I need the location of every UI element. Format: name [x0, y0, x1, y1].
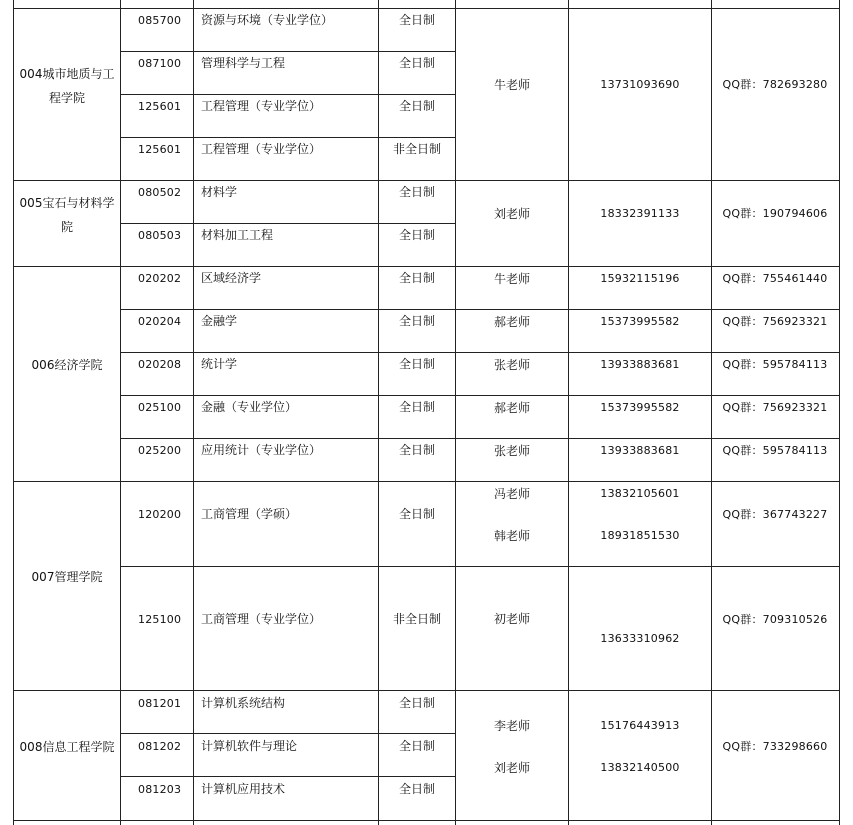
- study-mode: 全日制: [398, 400, 436, 414]
- column-divider: [120, 0, 121, 825]
- program-code: 125601: [138, 100, 182, 113]
- row-divider: [120, 309, 840, 310]
- contact-teacher: 郝老师: [493, 401, 531, 415]
- program-name: 计算机系统结构: [201, 696, 286, 710]
- college-name: 004城市地质与工程学院: [19, 67, 115, 105]
- row-divider: [120, 352, 840, 353]
- program-code: 020202: [138, 272, 182, 285]
- program-name: 应用统计（专业学位）: [201, 443, 322, 457]
- qq-group: QQ群：782693280: [722, 78, 828, 91]
- contact-teacher: 牛老师: [493, 272, 531, 286]
- program-code: 080503: [138, 229, 182, 242]
- program-name: 金融（专业学位）: [201, 400, 298, 414]
- row-divider: [13, 690, 840, 691]
- contact-teacher: 初老师: [493, 612, 531, 626]
- study-mode: 全日制: [398, 314, 436, 328]
- study-mode: 全日制: [398, 507, 436, 521]
- contact-phone: 13933883681: [600, 358, 680, 371]
- qq-group: QQ群：190794606: [722, 207, 828, 220]
- column-divider: [711, 0, 712, 825]
- qq-group: QQ群：595784113: [722, 358, 828, 371]
- table-border-right: [839, 0, 840, 825]
- column-divider: [568, 0, 569, 825]
- contact-teacher: 牛老师: [493, 78, 531, 92]
- study-mode: 全日制: [398, 357, 436, 371]
- program-code: 025200: [138, 444, 182, 457]
- row-divider: [120, 51, 456, 52]
- contact-phone: 18332391133: [600, 207, 680, 220]
- contact-teacher: 韩老师: [493, 529, 531, 543]
- contact-phone: 18931851530: [600, 529, 680, 542]
- college-name: 008信息工程学院: [19, 740, 115, 754]
- row-divider: [120, 395, 840, 396]
- contact-phone: 13731093690: [600, 78, 680, 91]
- row-divider: [120, 566, 840, 567]
- contact-teacher: 李老师: [493, 719, 531, 733]
- row-divider: [120, 137, 456, 138]
- study-mode: 全日制: [398, 443, 436, 457]
- row-divider: [13, 820, 840, 821]
- study-mode: 全日制: [398, 228, 436, 242]
- contact-phone: 13832105601: [600, 487, 680, 500]
- row-divider: [120, 438, 840, 439]
- study-mode: 全日制: [398, 185, 436, 199]
- contact-phone: 13933883681: [600, 444, 680, 457]
- program-code: 081202: [138, 740, 182, 753]
- program-name: 金融学: [201, 314, 238, 328]
- program-code: 020208: [138, 358, 182, 371]
- study-mode: 非全日制: [392, 612, 442, 626]
- college-name: 007管理学院: [31, 570, 103, 584]
- program-code: 087100: [138, 57, 182, 70]
- row-divider: [13, 266, 840, 267]
- program-code: 120200: [138, 508, 182, 521]
- contact-teacher: 冯老师: [493, 487, 531, 501]
- contact-teacher: 郝老师: [493, 315, 531, 329]
- contact-teacher: 刘老师: [493, 207, 531, 221]
- column-divider: [455, 0, 456, 825]
- program-name: 工程管理（专业学位）: [201, 142, 322, 156]
- program-name: 区域经济学: [201, 271, 262, 285]
- row-divider: [13, 481, 840, 482]
- program-name: 工程管理（专业学位）: [201, 99, 322, 113]
- program-name: 工商管理（学硕）: [201, 507, 298, 521]
- table-border-left: [13, 0, 14, 825]
- qq-group: QQ群：733298660: [722, 740, 828, 753]
- study-mode: 全日制: [398, 56, 436, 70]
- study-mode: 非全日制: [392, 142, 442, 156]
- contact-teacher: 张老师: [493, 358, 531, 372]
- row-divider: [120, 776, 456, 777]
- contact-phone: 15373995582: [600, 315, 680, 328]
- program-code: 085700: [138, 14, 182, 27]
- column-divider: [378, 0, 379, 825]
- program-name: 资源与环境（专业学位）: [201, 13, 334, 27]
- college-name: 005宝石与材料学院: [19, 196, 115, 234]
- qq-group: QQ群：709310526: [722, 613, 828, 626]
- row-divider: [120, 223, 456, 224]
- program-code: 125601: [138, 143, 182, 156]
- program-code: 025100: [138, 401, 182, 414]
- qq-group: QQ群：367743227: [722, 508, 828, 521]
- program-code: 081201: [138, 697, 182, 710]
- row-divider: [13, 180, 840, 181]
- program-name: 统计学: [201, 357, 238, 371]
- study-mode: 全日制: [398, 13, 436, 27]
- column-divider: [193, 0, 194, 825]
- study-mode: 全日制: [398, 782, 436, 796]
- contact-phone: 13832140500: [600, 761, 680, 774]
- study-mode: 全日制: [398, 696, 436, 710]
- study-mode: 全日制: [398, 271, 436, 285]
- qq-group: QQ群：755461440: [722, 272, 828, 285]
- program-name: 计算机软件与理论: [201, 739, 298, 753]
- qq-group: QQ群：756923321: [722, 315, 828, 328]
- contact-phone: 13633310962: [600, 632, 680, 645]
- row-divider: [120, 733, 456, 734]
- program-code: 081203: [138, 783, 182, 796]
- contact-teacher: 张老师: [493, 444, 531, 458]
- study-mode: 全日制: [398, 739, 436, 753]
- row-divider: [13, 8, 840, 9]
- qq-group: QQ群：595784113: [722, 444, 828, 457]
- program-name: 管理科学与工程: [201, 56, 286, 70]
- program-name: 材料学: [201, 185, 238, 199]
- contact-phone: 15932115196: [600, 272, 680, 285]
- program-code: 020204: [138, 315, 182, 328]
- program-name: 工商管理（专业学位）: [201, 612, 322, 626]
- study-mode: 全日制: [398, 99, 436, 113]
- college-name: 006经济学院: [31, 358, 103, 372]
- contact-phone: 15176443913: [600, 719, 680, 732]
- program-name: 计算机应用技术: [201, 782, 286, 796]
- program-code: 080502: [138, 186, 182, 199]
- program-name: 材料加工工程: [201, 228, 274, 242]
- row-divider: [120, 94, 456, 95]
- contact-teacher: 刘老师: [493, 761, 531, 775]
- program-code: 125100: [138, 613, 182, 626]
- qq-group: QQ群：756923321: [722, 401, 828, 414]
- contact-phone: 15373995582: [600, 401, 680, 414]
